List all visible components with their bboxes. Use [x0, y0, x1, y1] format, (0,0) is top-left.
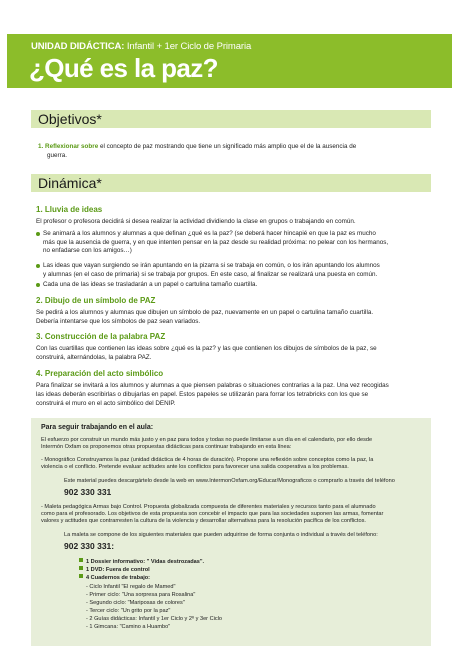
bullet-line: Se animará a los alumnos y alumnas a que definan ¿qué es la paz? (se deberá hacer hincapié en que la paz es mucho: [43, 230, 376, 237]
box-title: Para seguir trabajando en el aula:: [41, 424, 154, 431]
box-para-line: - Monográfico Construyamos la paz (unidad didáctica de 4 horas de duración). Propone una reflexión sobre conceptos como la paz, la: [41, 457, 374, 463]
bullet-icon: [36, 232, 40, 236]
page-header: [7, 34, 452, 88]
bullet-icon: [79, 558, 83, 562]
bullet-line: Las ideas que vayan surgiendo se irán apuntando en la pizarra si se trabaja en común, o los irán apuntando los alumnos: [43, 262, 380, 269]
bullet-line: no enfadarse con los amigos…): [43, 247, 132, 255]
kit-item: [79, 574, 150, 582]
section-objetivos: [31, 110, 431, 128]
kicker-label: UNIDAD DIDÁCTICA:: [31, 41, 125, 52]
objective-number: 1.: [38, 143, 44, 150]
objective-text-2: guerra.: [47, 152, 67, 159]
bullet-line: y alumnas (en el caso de primaria) si se trabaja por grupos. En este caso, al finalizar se realizará una puesta en común.: [43, 270, 378, 278]
list-item: [36, 281, 436, 290]
section-heading: Objetivos*: [38, 111, 102, 127]
step-2-line-1: Se pedirá a los alumnos y alumnas que dibujen un símbolo de paz, nuevamente en un papel o cartulina tamaño cuartilla.: [36, 309, 374, 316]
kit-subitem: - Ciclo Infantil "El regalo de Mamed": [86, 584, 176, 590]
bullet-icon: [79, 574, 83, 578]
bullet-icon: [36, 283, 40, 287]
step-3-title: 3. Construcción de la palabra PAZ: [36, 332, 166, 341]
title-end: ?: [202, 53, 218, 83]
box-para-line: El esfuerzo por construir un mundo más justo y en paz para todos y todas no puede limitarse a un día en el calendario, por ello desde: [41, 437, 373, 443]
kit-subitem: - Segundo ciclo: "Mariposas de colores": [86, 600, 185, 606]
kit-subitem: - 2 Guías didácticas: Infantil y 1er Ciclo y 2º y 3er Ciclo: [86, 616, 223, 622]
step-4-title: 4. Preparación del acto simbólico: [36, 369, 164, 378]
bullet-icon: [79, 566, 83, 570]
list-item: [36, 230, 436, 256]
section-heading: Dinámica*: [38, 175, 102, 191]
kit-subitem: - 1 Gimcana: "Camino a Huambo": [86, 624, 171, 630]
bullet-line: más que la ausencia de guerra, y en que intenten pensar en la paz desde su realidad próxima: no pelear con los hermanos,: [43, 238, 389, 246]
kicker-level: Infantil + 1er Ciclo de Primaria: [126, 41, 252, 52]
kit-subitem: - Tercer ciclo: "Un grito por la paz": [86, 608, 171, 614]
step-2-title: 2. Dibujo de un símbolo de PAZ: [36, 296, 156, 305]
title-start: ¿Qué es la: [29, 53, 162, 83]
objective-lead: Reflexionar sobre: [45, 143, 99, 150]
step-3-line-1: Con las cuartillas que contienen las ideas sobre ¿qué es la paz? y las que contienen los dibujos de símbolos de la paz, se: [36, 345, 377, 352]
phone-number: 902 330 331:: [64, 541, 115, 551]
step-4-line-1: Para finalizar se invitará a los alumnos y alumnas a que piensen palabras o situaciones contrarias a la paz. Una vez recogidas: [36, 382, 389, 389]
phone-number: 902 330 331: [64, 487, 112, 497]
step-1-title: 1. Lluvia de ideas: [36, 205, 103, 214]
step-4-line-3: construirá el muro en el acto simbólico del DENIP.: [36, 400, 176, 407]
step-3-line-2: construirá, alternándolas, la palabra PAZ.: [36, 354, 152, 361]
objective-text-1: el concepto de paz mostrando que tiene un significado más amplio que el de la ausencia de: [98, 143, 357, 150]
box-para-line: valores y actitudes que contrarresten la cultura de la violencia y desarrollar alternativas para la resolución pacífica de los conflictos.: [41, 518, 366, 524]
step-2-line-2: Debería intentarse que los símbolos de paz sean variados.: [36, 318, 201, 325]
bullet-icon: [36, 264, 40, 268]
kit-item-text: 1 Dossier informativo: " Vidas destrozadas".: [86, 559, 205, 565]
box-para-line: - Maleta pedagógica Armas bajo Control. Propuesta globalizada compuesta de diferentes materiales y recursos tanto para el alumnado: [41, 504, 376, 510]
further-work-box: [31, 418, 431, 646]
box-para-line: como para el profesorado. Los objetivos de esta propuesta son concebir el impacto que para las sociedades suponen las armas, fomentar: [41, 511, 384, 517]
objective-item: [38, 143, 428, 152]
section-dinamica: [31, 174, 431, 192]
step-1-intro: El profesor o profesora decidirá si desea realizar la actividad dividiendo la clase en grupos o trabajando en común.: [36, 218, 356, 225]
box-para-line: La maleta se compone de los siguientes materiales que pueden adquirirse de forma conjunta o individual a través del teléfono:: [64, 532, 378, 538]
kit-subitem: - Primer ciclo: "Una sorpresa para Rosalina": [86, 592, 196, 598]
box-para-line: Intermón Oxfam os proponemos otras propuestas didácticas para continuar trabajando en esta línea:: [41, 444, 292, 450]
kit-item-text: 1 DVD: Fuera de control: [86, 567, 150, 573]
step-4-line-2: las ideas deberán escribirlas o dibujarlas en papel. Estos papeles se utilizarán para forrar los tetrabricks con los que se: [36, 391, 369, 398]
bullet-line: Cada una de las ideas se trasladarán a un papel o cartulina tamaño cuartilla.: [43, 281, 258, 288]
list-item: [36, 262, 436, 279]
page-title: [29, 51, 218, 85]
title-emphasis: paz: [161, 53, 203, 83]
kit-item-text: 4 Cuadernos de trabajo:: [86, 575, 151, 581]
box-para-line: violencia o el conflicto. Pretende evaluar actitudes ante los conflictos para favorecer una salida cooperativa a los problemas.: [41, 464, 349, 470]
box-para-line: Este material puedes descargártelo desde la web en www.IntermonOxfam.org/Educar/Monograficos o comprarlo a través del teléfono: [64, 478, 395, 484]
